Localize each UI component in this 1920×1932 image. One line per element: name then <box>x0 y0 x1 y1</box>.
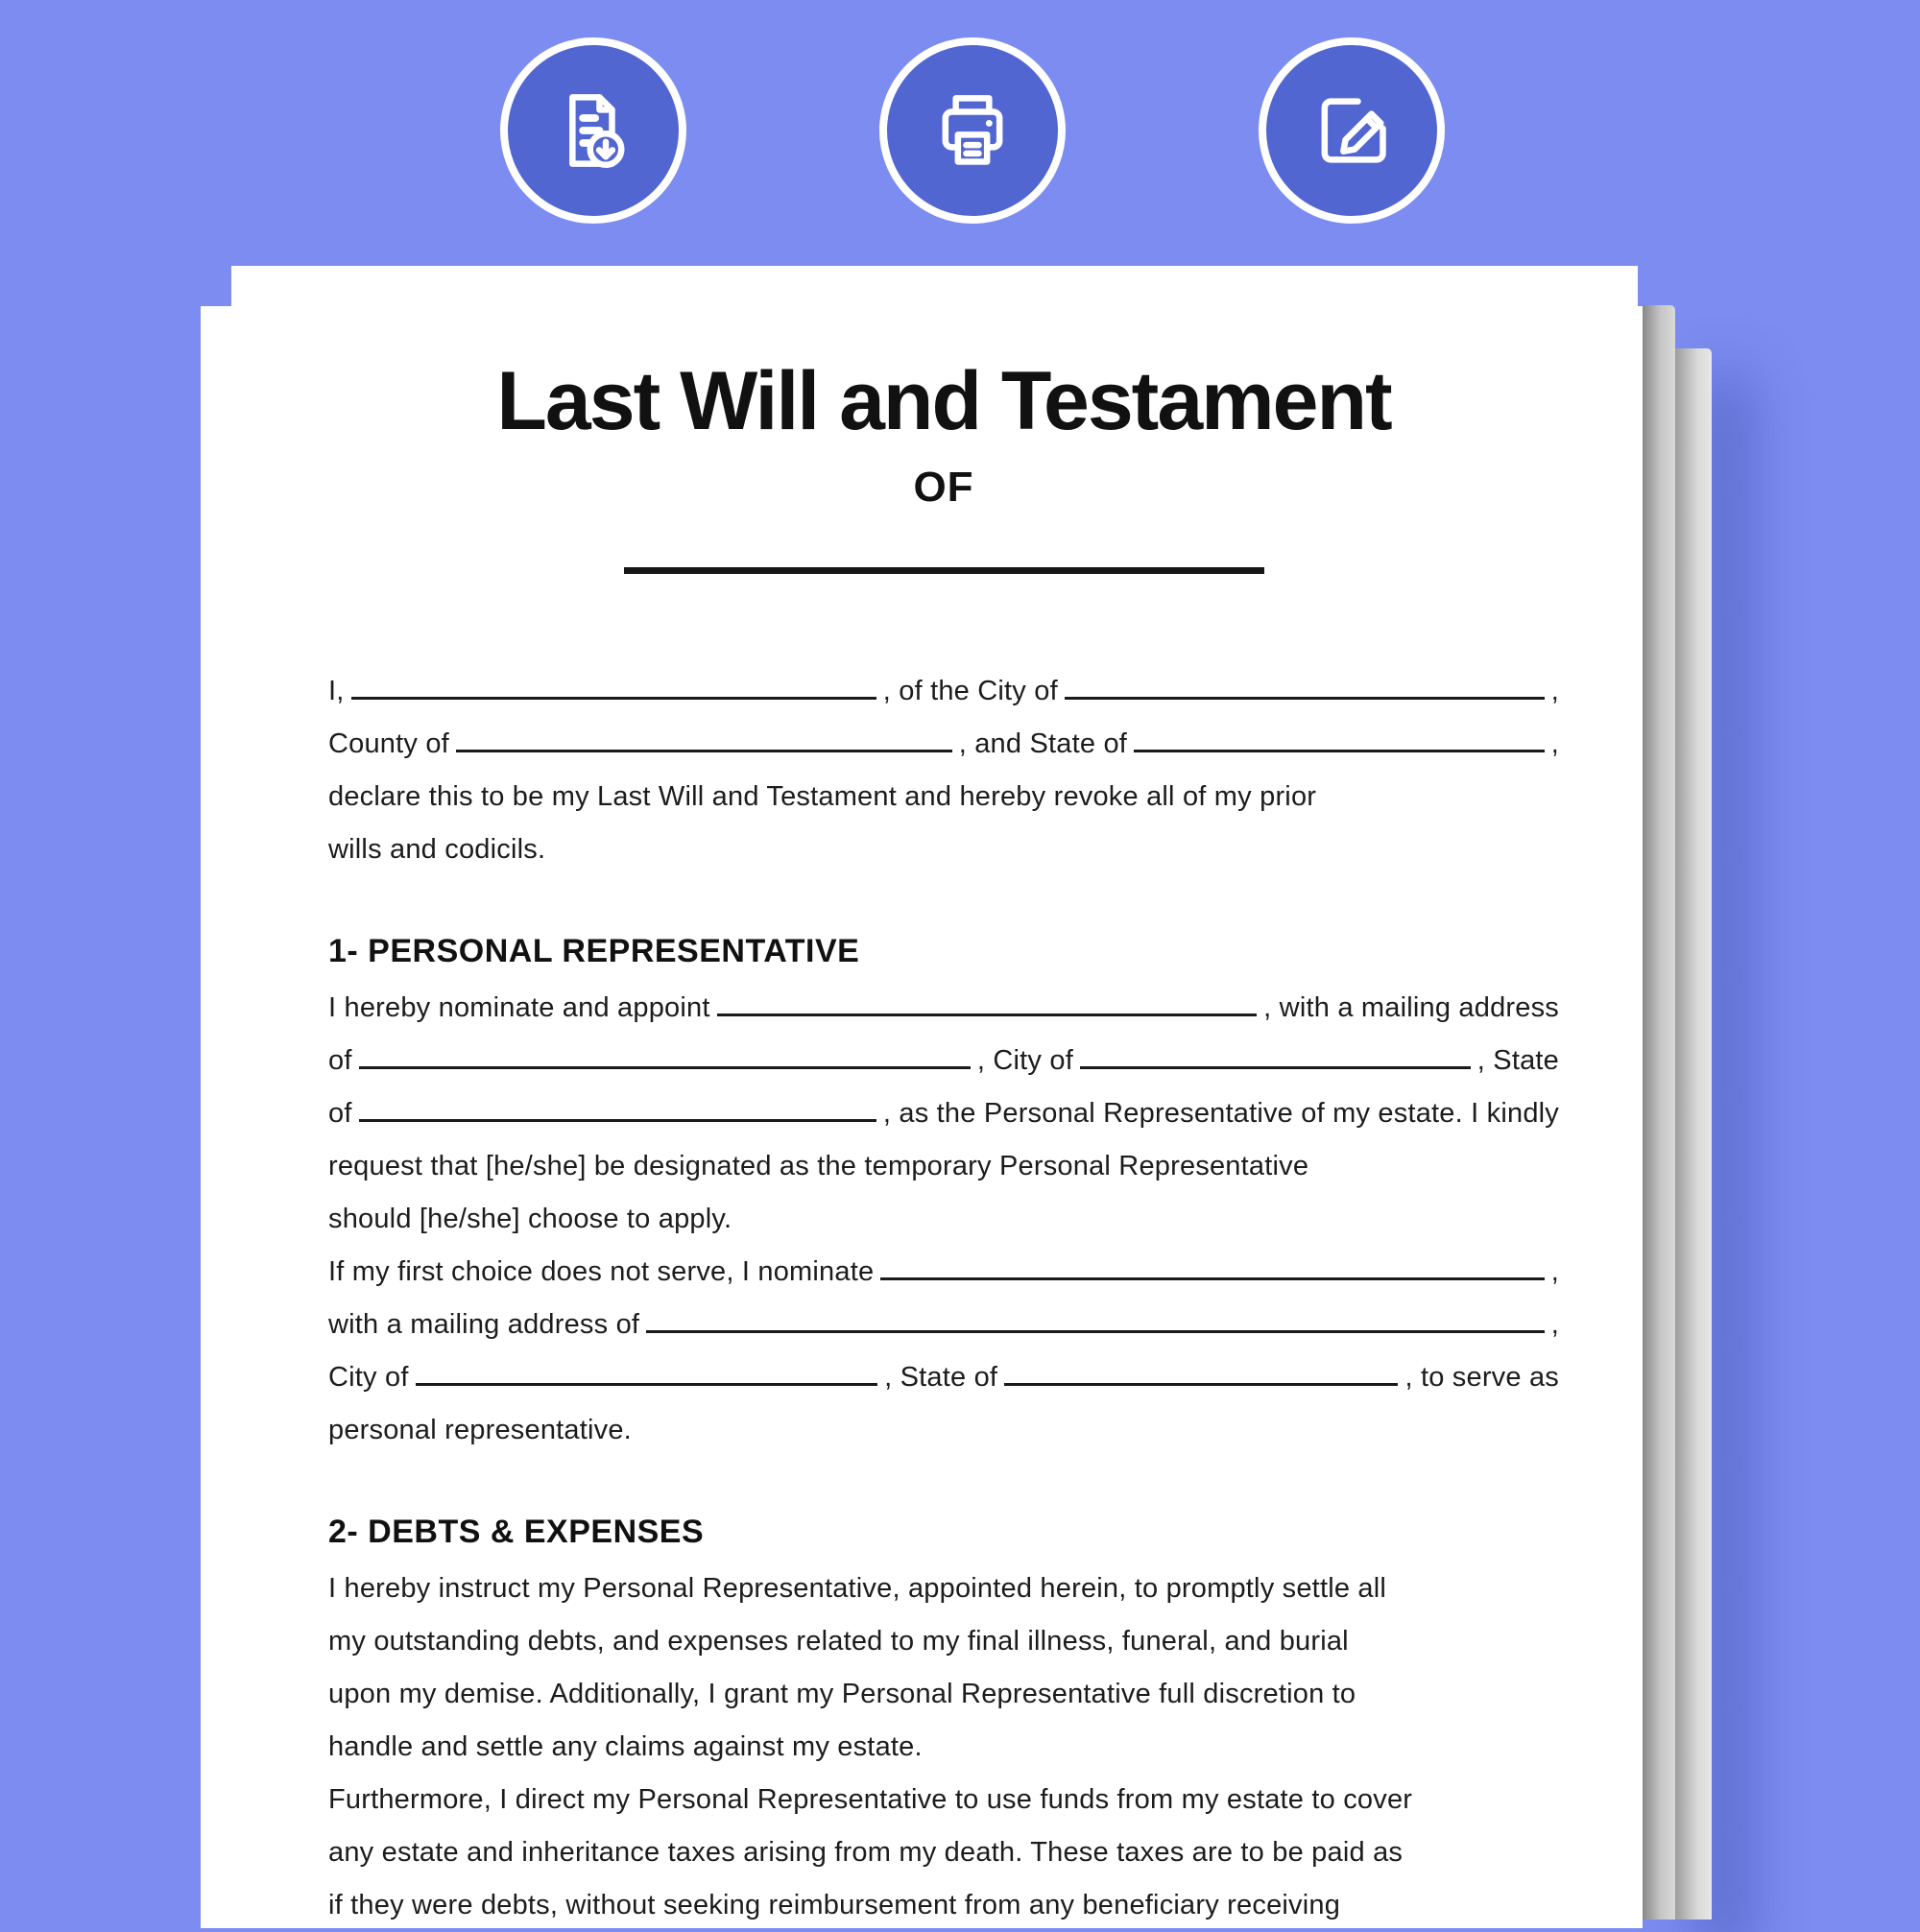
doc-line <box>328 1087 1559 1140</box>
doc-text: , State of <box>884 1362 998 1393</box>
doc-text: , State <box>1476 1045 1559 1076</box>
edit-button[interactable] <box>1259 37 1445 224</box>
doc-text: should [he/she] choose to apply. <box>328 1204 732 1234</box>
doc-text: of <box>328 1098 352 1129</box>
doc-line <box>328 1562 1559 1615</box>
stacked-page-edge-middle <box>1643 305 1675 1920</box>
doc-paragraph <box>328 1562 1559 1932</box>
doc-line <box>328 1035 1559 1087</box>
doc-text: City of <box>328 1362 409 1393</box>
printer-icon <box>923 81 1022 180</box>
doc-paragraph <box>328 665 1559 876</box>
doc-text: any estate and inheritance taxes arising from my death. These taxes are to be paid as <box>328 1837 1404 1868</box>
of-label: OF <box>913 464 974 511</box>
doc-text: If my first choice does not serve, I nominate <box>328 1256 875 1287</box>
form-blank-line <box>880 1268 1544 1280</box>
doc-line <box>328 823 1559 876</box>
doc-text: declare this to be my Last Will and Testament and hereby revoke all of my prior <box>328 781 1317 812</box>
doc-text: my outstanding debts, and expenses related to my final illness, funeral, and burial <box>328 1626 1349 1657</box>
form-blank-line <box>351 687 876 700</box>
doc-text: upon my demise. Additionally, I grant my Personal Representative full discretion to <box>328 1679 1356 1709</box>
doc-line <box>328 1246 1559 1299</box>
form-blank-line <box>456 740 952 752</box>
name-blank-line <box>624 567 1264 574</box>
download-document-icon <box>543 81 643 180</box>
doc-line <box>328 665 1559 718</box>
doc-line <box>328 1826 1559 1879</box>
doc-body <box>328 665 1559 1932</box>
doc-text: Furthermore, I direct my Personal Representative to use funds from my estate to cover <box>328 1784 1413 1815</box>
doc-text: of <box>328 1045 352 1076</box>
doc-line <box>328 1299 1559 1351</box>
doc-text: , to serve as <box>1404 1362 1559 1393</box>
form-blank-line <box>359 1109 876 1122</box>
form-blank-line <box>1080 1057 1471 1069</box>
doc-line <box>328 1879 1559 1932</box>
doc-line <box>328 771 1559 823</box>
doc-text: wills and codicils. <box>328 834 546 865</box>
form-blank-line <box>1004 1373 1398 1386</box>
form-blank-line <box>359 1057 971 1069</box>
form-blank-line <box>1134 740 1545 752</box>
print-button[interactable] <box>879 37 1066 224</box>
form-blank-line <box>646 1321 1545 1333</box>
stacked-page-edge-back <box>1675 348 1712 1920</box>
form-blank-line <box>1065 687 1545 700</box>
doc-text: if they were debts, without seeking reimbursement from any beneficiary receiving <box>328 1890 1341 1920</box>
doc-text: handle and settle any claims against my estate. <box>328 1731 923 1762</box>
doc-line <box>328 1615 1559 1668</box>
doc-line <box>328 1721 1559 1774</box>
doc-text: , and State of <box>958 728 1128 759</box>
doc-text: request that [he/she] be designated as the temporary Personal Representative <box>328 1151 1309 1181</box>
doc-text: , with a mailing address <box>1263 992 1559 1023</box>
doc-text: personal representative. <box>328 1415 632 1445</box>
doc-line <box>328 1193 1559 1246</box>
doc-line <box>328 1404 1559 1457</box>
doc-text: , City of <box>976 1045 1073 1076</box>
will-document-page <box>201 306 1643 1928</box>
form-blank-line <box>416 1373 877 1386</box>
doc-text: , <box>1550 1256 1559 1287</box>
doc-line <box>328 718 1559 771</box>
doc-text: with a mailing address of <box>328 1309 640 1340</box>
doc-text: , as the Personal Representative of my estate. I kindly <box>882 1098 1559 1129</box>
section-heading: 1- PERSONAL REPRESENTATIVE <box>328 933 860 969</box>
doc-text: , <box>1550 1309 1559 1340</box>
edit-icon <box>1302 81 1402 180</box>
doc-line <box>328 982 1559 1035</box>
doc-line <box>328 1351 1559 1404</box>
doc-line <box>328 1140 1559 1193</box>
doc-text: , <box>1550 676 1559 706</box>
doc-text: , of the City of <box>882 676 1058 706</box>
form-blank-line <box>717 1004 1258 1016</box>
page-title: Last Will and Testament <box>496 355 1391 447</box>
doc-text: I hereby nominate and appoint <box>328 992 710 1023</box>
doc-text: I hereby instruct my Personal Representative, appointed herein, to promptly settle all <box>328 1573 1387 1604</box>
doc-paragraph <box>328 982 1559 1457</box>
download-document-button[interactable] <box>500 37 686 224</box>
doc-text: I, <box>328 676 345 706</box>
doc-line <box>328 1668 1559 1721</box>
section-heading: 2- DEBTS & EXPENSES <box>328 1514 705 1550</box>
doc-line <box>328 1774 1559 1826</box>
doc-text: County of <box>328 728 449 759</box>
doc-text: , <box>1550 728 1559 759</box>
